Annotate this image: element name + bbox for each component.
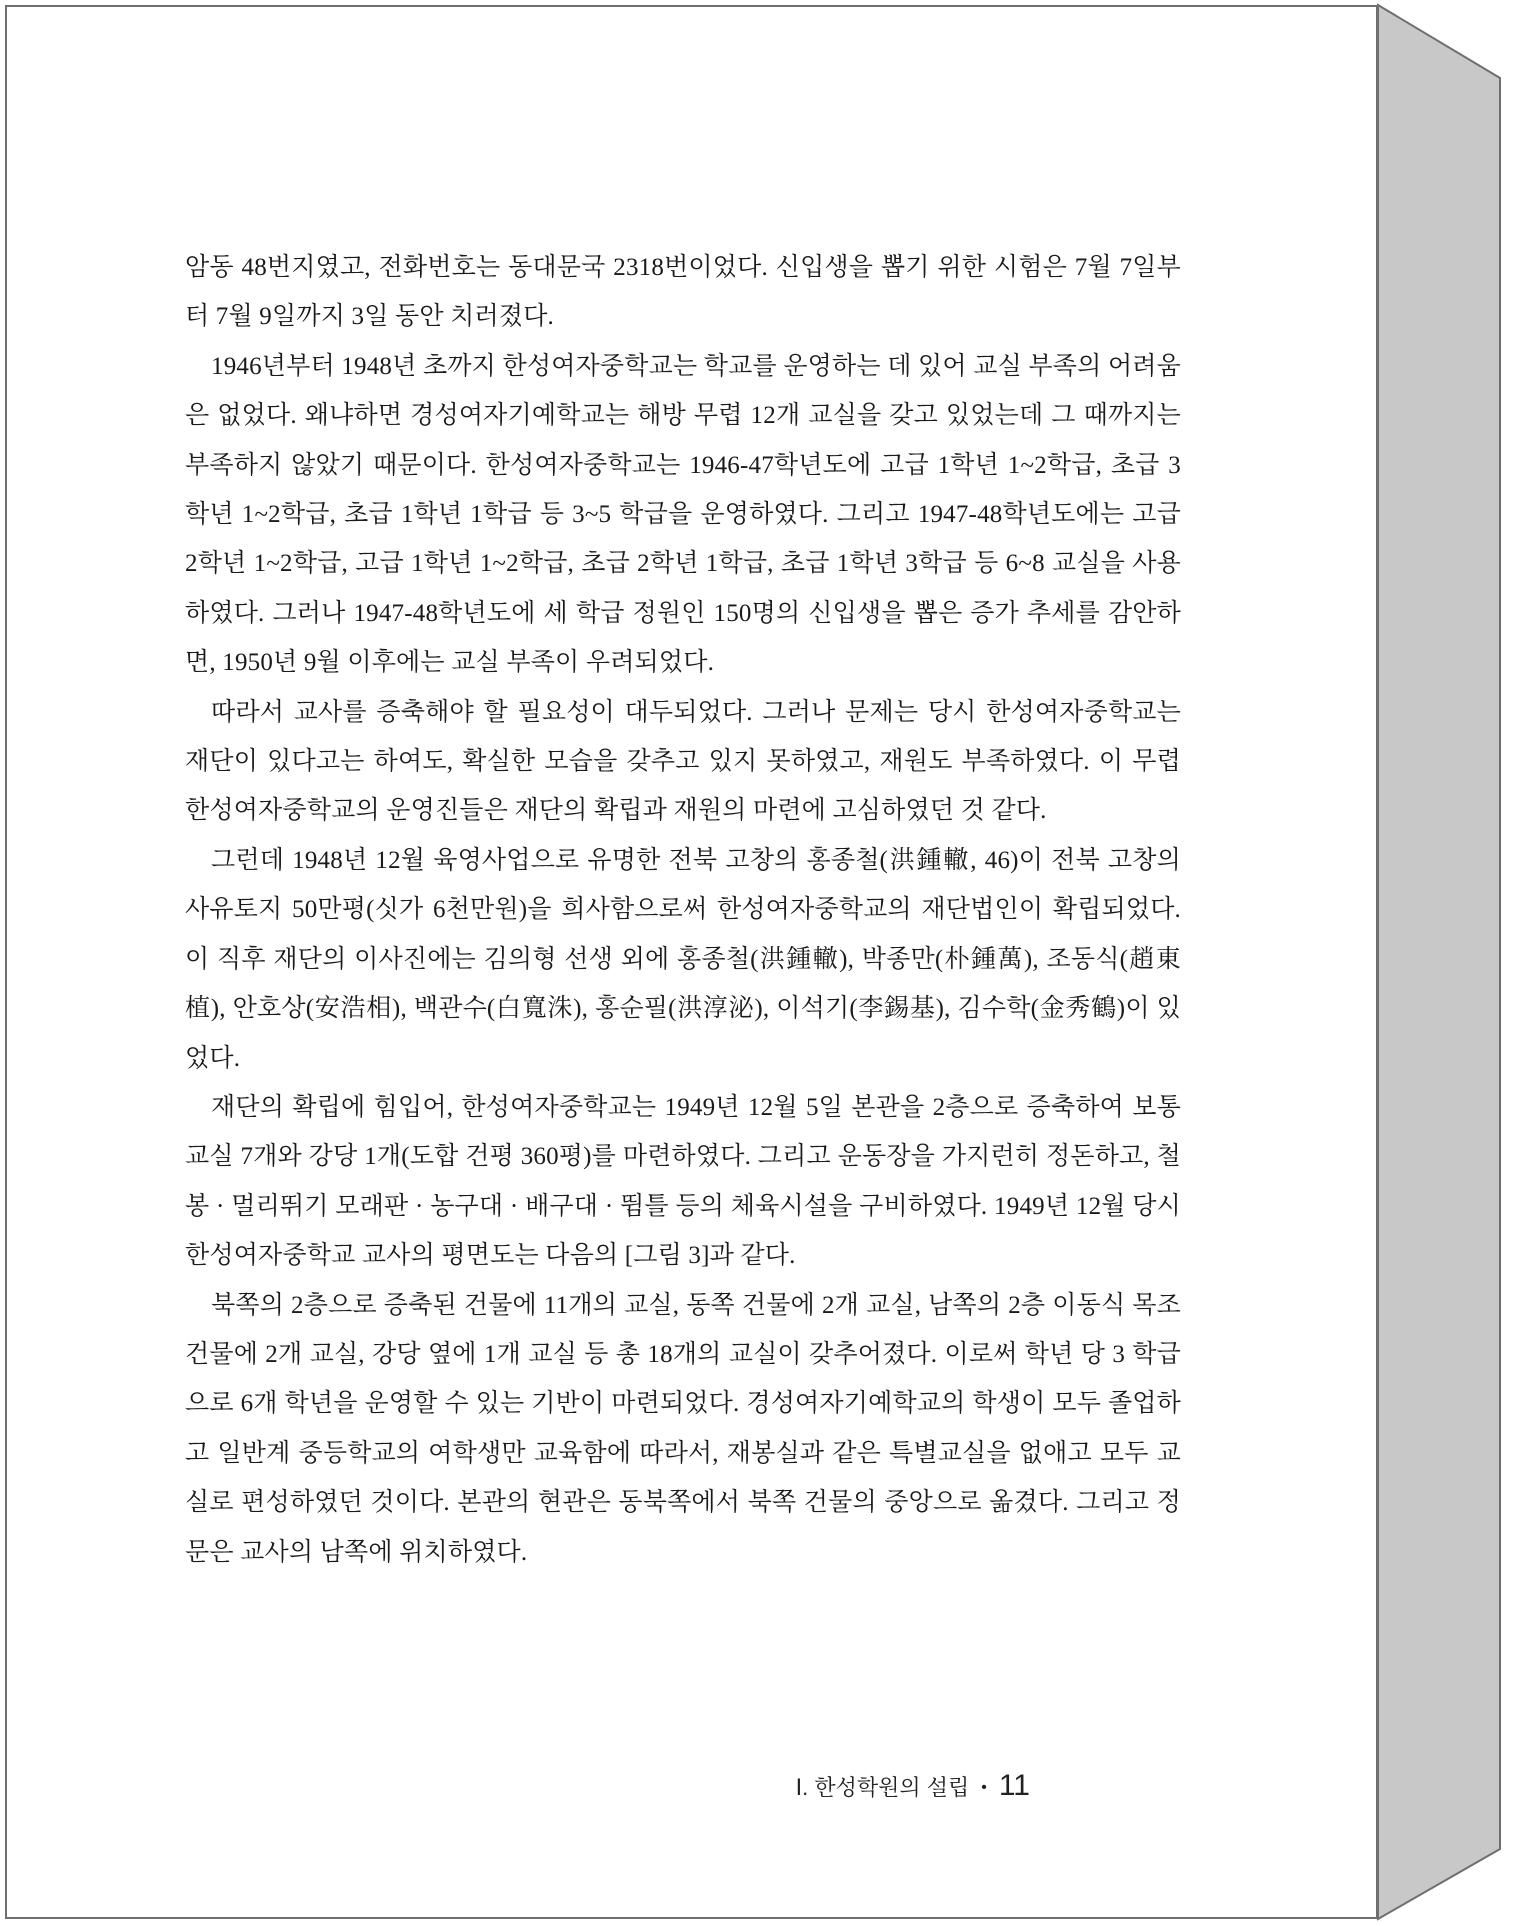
- page-footer: [796, 1769, 1030, 1803]
- paragraph: 재단의 확립에 힘입어, 한성여자중학교는 1949년 12월 5일 본관을 2층으로 증축하여 보통 교실 7개와 강당 1개(도합 건평 360평)를 마련하였다. 그리고 운동장을 가지런히 정돈하고, 철봉 · 멀리뛰기 모래판 · 농구대 · 배구대 · 뜀틀 등의 체육시설을 구비하였다. 1949년 12월 당시 한성여자중학교 교사의 평면도는 다음의 [그림 3]과 같다.: [185, 1093, 1181, 1270]
- paragraph: 1946년부터 1948년 초까지 한성여자중학교는 학교를 운영하는 데 있어 교실 부족의 어려움은 없었다. 왜냐하면 경성여자기예학교는 해방 무렵 12개 교실을 갖고 있었는데 그 때까지는 부족하지 않았기 때문이다. 한성여자중학교는 1946-47학년도에 고급 1학년 1~2학급, 초급 3학년 1~2학급, 초급 1학년 1학급 등 3~5 학급을 운영하였다. 그리고 1947-48학년도에는 고급 2학년 1~2학급, 고급 1학년 1~2학급, 초급 2학년 1학급, 초급 1학년 3학급 등 6~8 교실을 사용하였다. 그러나 1947-48학년도에 세 학급 정원인 150명의 신입생을 뽑은 증가 추세를 감안하면, 1950년 9월 이후에는 교실 부족이 우려되었다.: [185, 352, 1181, 677]
- body-text: [185, 243, 1181, 1577]
- bullet-separator: •: [981, 1779, 987, 1796]
- page-number: 11: [998, 1769, 1030, 1802]
- book-page: [5, 5, 1378, 1919]
- paragraph: 북쪽의 2층으로 증축된 건물에 11개의 교실, 동쪽 건물에 2개 교실, 남쪽의 2층 이동식 목조건물에 2개 교실, 강당 옆에 1개 교실 등 총 18개의 교실이 갖추어졌다. 이로써 학년 당 3 학급으로 6개 학년을 운영할 수 있는 기반이 마련되었다. 경성여자기예학교의 학생이 모두 졸업하고 일반계 중등학교의 여학생만 교육함에 따라서, 재봉실과 같은 특별교실을 없애고 모두 교실로 편성하였던 것이다. 본관의 현관은 동북쪽에서 북쪽 건물의 중앙으로 옮겼다. 그리고 정문은 교사의 남쪽에 위치하였다.: [185, 1291, 1181, 1566]
- paragraph: 따라서 교사를 증축해야 할 필요성이 대두되었다. 그러나 문제는 당시 한성여자중학교는 재단이 있다고는 하여도, 확실한 모습을 갖추고 있지 못하였고, 재원도 부족하였다. 이 무렵 한성여자중학교의 운영진들은 재단의 확립과 재원의 마련에 고심하였던 것 같다.: [185, 698, 1181, 825]
- paragraph: 그런데 1948년 12월 육영사업으로 유명한 전북 고창의 홍종철(洪鍾轍, 46)이 전북 고창의 사유토지 50만평(싯가 6천만원)을 희사함으로써 한성여자중학교의 재단법인이 확립되었다. 이 직후 재단의 이사진에는 김의형 선생 외에 홍종철(洪鍾轍), 박종만(朴鍾萬), 조동식(趙東植), 안호상(安浩相), 백관수(白寬洙), 홍순필(洪淳泌), 이석기(李錫基), 김수학(金秀鶴)이 있었다.: [185, 846, 1181, 1072]
- paragraph: 암동 48번지였고, 전화번호는 동대문국 2318번이었다. 신입생을 뽑기 위한 시험은 7월 7일부터 7월 9일까지 3일 동안 치러졌다.: [185, 254, 1181, 331]
- chapter-title: Ⅰ. 한성학원의 설립: [795, 1775, 970, 1800]
